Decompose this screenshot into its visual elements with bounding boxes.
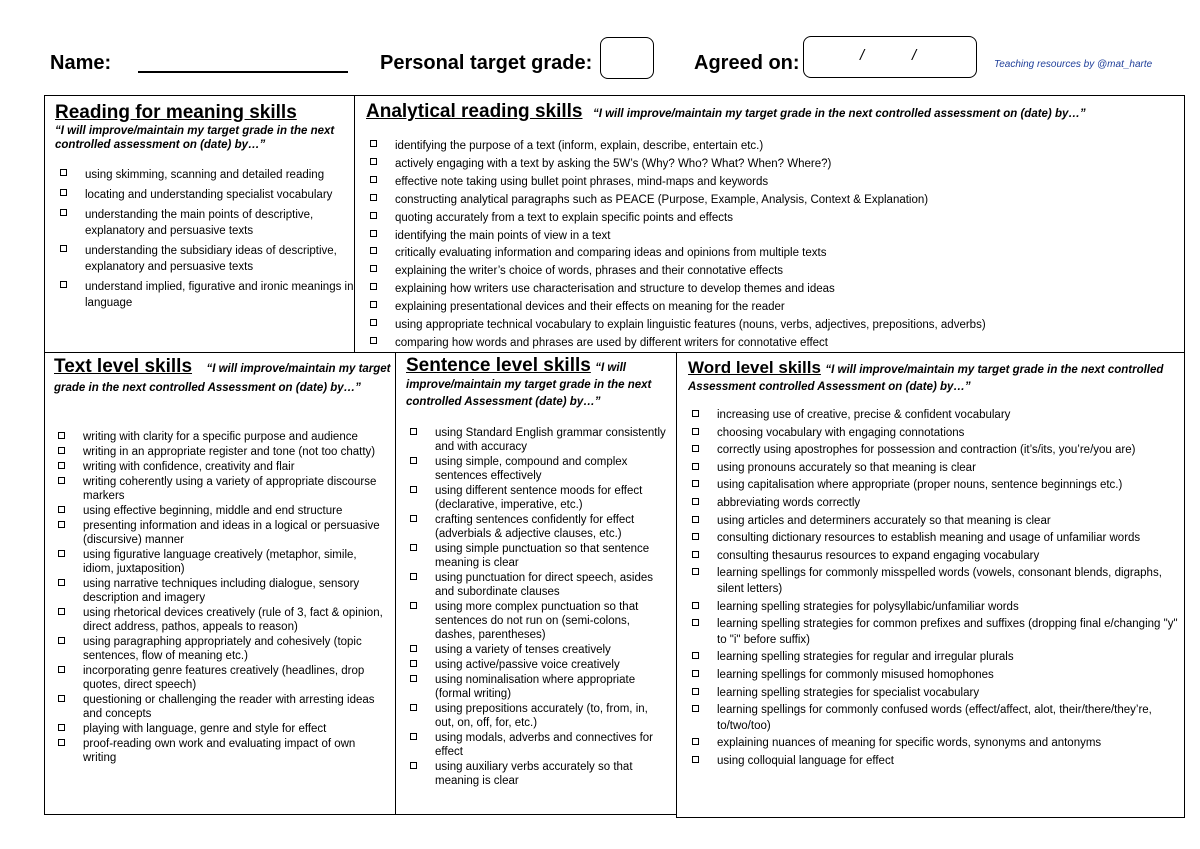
checklist-item[interactable]	[404, 702, 670, 730]
checklist-item-label: using skimming, scanning and detailed reading	[85, 169, 325, 181]
checklist-item-label: explaining nuances of meaning for specific words, synonyms and antonyms	[717, 737, 1102, 750]
checkbox-icon[interactable]	[60, 245, 67, 252]
checkbox-icon[interactable]	[58, 447, 65, 454]
checklist-item[interactable]	[404, 513, 670, 541]
name-label: Name:	[50, 52, 112, 74]
checklist-item[interactable]	[364, 245, 1179, 263]
checkbox-icon[interactable]	[370, 140, 377, 147]
checklist-item-label: learning spelling strategies for polysyllabic/unfamiliar words	[717, 600, 1019, 613]
checklist-item[interactable]	[364, 317, 1179, 335]
checklist-item[interactable]	[364, 174, 1179, 192]
checklist-item[interactable]	[404, 484, 670, 512]
checklist-item-label: using auxiliary verbs accurately so that meaning is clear	[435, 761, 633, 787]
checklist-item-label: comparing how words and phrases are used by different writers for connotative effect	[395, 336, 828, 349]
checklist-item[interactable]	[52, 430, 386, 444]
checklist-item-label: identifying the main points of view in a text	[395, 229, 611, 242]
checklist-item-label: learning spelling strategies for common prefixes and suffixes (dropping final e/changing "y" to "i" before suffix)	[717, 618, 1178, 646]
checklist-item-label: choosing vocabulary with engaging connotations	[717, 426, 965, 439]
checklist-item-label: using different sentence moods for effect (declarative, imperative, etc.)	[435, 485, 643, 511]
checklist-item[interactable]	[364, 210, 1179, 228]
checklist-item-label: actively engaging with a text by asking the 5W’s (Why? Who? What? When? Where?)	[395, 157, 832, 170]
checkbox-icon[interactable]	[692, 670, 699, 677]
checkbox-icon[interactable]	[692, 705, 699, 712]
checklist-item-label: using colloquial language for effect	[717, 754, 894, 767]
checklist-item[interactable]	[364, 156, 1179, 174]
sentence-level-list	[404, 426, 670, 789]
reading-title: Reading for meaning skills	[55, 102, 297, 123]
checkbox-icon[interactable]	[58, 695, 65, 702]
checklist-item[interactable]	[686, 703, 1179, 734]
checkbox-icon[interactable]	[370, 247, 377, 254]
checklist-item-label: correctly using apostrophes for possession and contraction (it’s/its, you’re/you are)	[717, 444, 1136, 457]
checklist-item[interactable]	[52, 548, 386, 576]
checklist-item[interactable]	[364, 263, 1179, 281]
checklist-item-label: learning spellings for commonly misused homophones	[717, 668, 994, 681]
sentence-level-panel	[395, 352, 677, 815]
checkbox-icon[interactable]	[58, 477, 65, 484]
checklist-item[interactable]	[686, 600, 1179, 616]
target-grade-label: Personal target grade:	[380, 52, 593, 74]
checklist-item[interactable]	[364, 281, 1179, 299]
checkbox-icon[interactable]	[58, 462, 65, 469]
checkbox-icon[interactable]	[58, 506, 65, 513]
checkbox-icon[interactable]	[692, 756, 699, 763]
checklist-item-label: abbreviating words correctly	[717, 496, 861, 509]
checklist-item[interactable]	[52, 722, 386, 736]
checklist-item-label: using punctuation for direct speech, asides and subordinate clauses	[435, 572, 653, 598]
checkbox-icon[interactable]	[370, 265, 377, 272]
checklist-item-label: playing with language, genre and style for effect	[83, 723, 327, 735]
checkbox-icon[interactable]	[692, 602, 699, 609]
checkbox-icon[interactable]	[692, 428, 699, 435]
checklist-item-label: learning spelling strategies for regular and irregular plurals	[717, 651, 1014, 664]
analytical-quote: “I will improve/maintain my target grade in the next controlled assessment on (date) by…”	[592, 108, 1086, 120]
checklist-item-label: using Standard English grammar consistently and with accuracy	[435, 427, 666, 453]
checklist-item-label: learning spellings for commonly confused words (effect/affect, alot, their/there/they’re, to/two/too)	[717, 704, 1152, 732]
checklist-item[interactable]	[52, 693, 386, 721]
checkbox-icon[interactable]	[410, 733, 417, 740]
text-level-list	[52, 430, 386, 766]
checklist-item-label: crafting sentences confidently for effect (adverbials & adjective clauses, etc.)	[435, 514, 635, 540]
checklist-item-label: presenting information and ideas in a logical or persuasive (discursive) manner	[83, 520, 380, 546]
checklist-item[interactable]	[686, 461, 1179, 477]
checklist-item[interactable]	[54, 187, 354, 203]
checklist-item[interactable]	[364, 335, 1179, 353]
checklist-item-label: writing with clarity for a specific purpose and audience	[83, 431, 358, 443]
checkbox-icon[interactable]	[58, 666, 65, 673]
agreed-date-box[interactable]	[803, 36, 977, 78]
checkbox-icon[interactable]	[60, 209, 67, 216]
checkbox-icon[interactable]	[692, 410, 699, 417]
checkbox-icon[interactable]	[692, 445, 699, 452]
checklist-item[interactable]	[686, 668, 1179, 684]
checklist-item-label: quoting accurately from a text to explain specific points and effects	[395, 211, 733, 224]
checklist-item[interactable]	[52, 737, 386, 765]
checklist-item-label: using figurative language creatively (metaphor, simile, idiom, juxtaposition)	[83, 549, 357, 575]
checkbox-icon[interactable]	[410, 660, 417, 667]
word-level-quote: “I will improve/maintain my target grade in the next controlled Assessment controlled Assessment on (date) by…”	[688, 364, 1164, 393]
checklist-item[interactable]	[686, 478, 1179, 494]
checklist-item[interactable]	[52, 606, 386, 634]
checklist-item[interactable]	[686, 617, 1179, 648]
checkbox-icon[interactable]	[370, 212, 377, 219]
checklist-item[interactable]	[52, 445, 386, 459]
checklist-item[interactable]	[52, 635, 386, 663]
checkbox-icon[interactable]	[692, 568, 699, 575]
checklist-item-label: effective note taking using bullet point phrases, mind-maps and keywords	[395, 175, 769, 188]
checklist-item[interactable]	[686, 549, 1179, 565]
checkbox-icon[interactable]	[58, 608, 65, 615]
checklist-item[interactable]	[54, 207, 354, 239]
checklist-item[interactable]	[404, 455, 670, 483]
checkbox-icon[interactable]	[370, 301, 377, 308]
checklist-item[interactable]	[686, 650, 1179, 666]
checklist-item-label: explaining how writers use characterisation and structure to develop themes and ideas	[395, 283, 835, 296]
checklist-item[interactable]	[686, 443, 1179, 459]
checklist-item-label: understanding the main points of descriptive, explanatory and persuasive texts	[85, 209, 314, 237]
checklist-item-label: using paragraphing appropriately and cohesively (topic sentences, flow of meaning etc.)	[83, 636, 362, 662]
checklist-item-label: using modals, adverbs and connectives for effect	[435, 732, 653, 758]
date-separator: /	[860, 47, 865, 64]
checklist-item[interactable]	[52, 519, 386, 547]
checklist-item[interactable]	[686, 754, 1179, 770]
reading-quote: “I will improve/maintain my target grade in the next controlled assessment on (date) by…”	[55, 125, 335, 151]
checkbox-icon[interactable]	[692, 652, 699, 659]
checklist-item-label: writing coherently using a variety of appropriate discourse markers	[83, 476, 377, 502]
checklist-item[interactable]	[404, 600, 670, 642]
checklist-item-label: explaining presentational devices and their effects on meaning for the reader	[395, 301, 785, 314]
checkbox-icon[interactable]	[410, 573, 417, 580]
checklist-item[interactable]	[54, 167, 354, 183]
checkbox-icon[interactable]	[370, 176, 377, 183]
checkbox-icon[interactable]	[692, 551, 699, 558]
checklist-item[interactable]	[52, 504, 386, 518]
name-field[interactable]	[138, 71, 348, 73]
checklist-item[interactable]	[404, 426, 670, 454]
checkbox-icon[interactable]	[58, 579, 65, 586]
checklist-item[interactable]	[686, 514, 1179, 530]
credit-text: Teaching resources by @mat_harte	[994, 59, 1153, 70]
checklist-item[interactable]	[404, 571, 670, 599]
checklist-item[interactable]	[404, 643, 670, 657]
analytical-title: Analytical reading skills	[366, 101, 583, 122]
checklist-item-label: using more complex punctuation so that sentences do not run on (semi-colons, dashes, parentheses)	[435, 601, 639, 641]
checklist-item-label: using active/passive voice creatively	[435, 659, 620, 671]
checklist-item-label: incorporating genre features creatively (headlines, drop quotes, direct speech)	[83, 665, 365, 691]
checkbox-icon[interactable]	[370, 230, 377, 237]
checkbox-icon[interactable]	[410, 602, 417, 609]
checklist-item[interactable]	[686, 736, 1179, 752]
checkbox-icon[interactable]	[410, 457, 417, 464]
checklist-item-label: writing with confidence, creativity and flair	[83, 461, 295, 473]
checklist-item-label: explaining the writer’s choice of words, phrases and their connotative effects	[395, 265, 784, 278]
checkbox-icon[interactable]	[692, 533, 699, 540]
checkbox-icon[interactable]	[692, 619, 699, 626]
checklist-item-label: questioning or challenging the reader with arresting ideas and concepts	[83, 694, 375, 720]
checklist-item[interactable]	[686, 496, 1179, 512]
checklist-item-label: consulting thesaurus resources to expand engaging vocabulary	[717, 549, 1040, 562]
checkbox-icon[interactable]	[692, 688, 699, 695]
checkbox-icon[interactable]	[410, 645, 417, 652]
date-separator: /	[912, 47, 917, 64]
text-level-quote: “I will improve/maintain my target grade in the next controlled Assessment on (date) by…”	[54, 363, 391, 394]
checklist-item-label: using nominalisation where appropriate (formal writing)	[435, 674, 636, 700]
checkbox-icon[interactable]	[370, 283, 377, 290]
checklist-item[interactable]	[364, 138, 1179, 156]
word-level-title: Word level skills	[688, 358, 821, 377]
checkbox-icon[interactable]	[370, 158, 377, 165]
checklist-item-label: using capitalisation where appropriate (proper nouns, sentence beginnings etc.)	[717, 479, 1123, 492]
checklist-item[interactable]	[52, 460, 386, 474]
checkbox-icon[interactable]	[410, 704, 417, 711]
checkbox-icon[interactable]	[370, 337, 377, 344]
sentence-level-title: Sentence level skills	[406, 355, 591, 376]
checklist-item-label: using prepositions accurately (to, from, in, out, on, off, for, etc.)	[435, 703, 648, 729]
checkbox-icon[interactable]	[370, 319, 377, 326]
checklist-item[interactable]	[364, 228, 1179, 246]
checklist-item[interactable]	[686, 686, 1179, 702]
checkbox-icon[interactable]	[410, 515, 417, 522]
checklist-item-label: understanding the subsidiary ideas of descriptive, explanatory and persuasive texts	[85, 245, 337, 273]
checklist-item-label: constructing analytical paragraphs such as PEACE (Purpose, Example, Analysis, Context & Explanation)	[395, 193, 929, 206]
checkbox-icon[interactable]	[58, 550, 65, 557]
checklist-item[interactable]	[404, 542, 670, 570]
checklist-item[interactable]	[52, 475, 386, 503]
checklist-item-label: using pronouns accurately so that meaning is clear	[717, 461, 976, 474]
checklist-item[interactable]	[686, 426, 1179, 442]
reading-panel	[44, 95, 355, 353]
checklist-item-label: locating and understanding specialist vocabulary	[85, 189, 333, 201]
checklist-item[interactable]	[404, 673, 670, 701]
word-level-panel	[676, 352, 1185, 818]
checklist-item-label: learning spellings for commonly misspelled words (vowels, consonant blends, digraphs, silent letters)	[717, 567, 1162, 595]
checklist-item-label: increasing use of creative, precise & confident vocabulary	[717, 409, 1011, 421]
word-level-list	[686, 408, 1179, 771]
checklist-item[interactable]	[404, 760, 670, 788]
checkbox-icon[interactable]	[58, 637, 65, 644]
checkbox-icon[interactable]	[692, 738, 699, 745]
checklist-item-label: using appropriate technical vocabulary to explain linguistic features (nouns, verbs, adjectives, prepositions, adverbs)	[395, 319, 986, 332]
text-level-panel	[44, 352, 396, 815]
analytical-list	[364, 138, 1179, 353]
checklist-item-label: using narrative techniques including dialogue, sensory description and imagery	[83, 578, 360, 604]
analytical-panel	[354, 95, 1185, 353]
checklist-item-label: using simple punctuation so that sentence meaning is clear	[435, 543, 650, 569]
checklist-item-label: using articles and determiners accurately so that meaning is clear	[717, 514, 1051, 527]
checklist-item-label: using a variety of tenses creatively	[435, 644, 611, 656]
checklist-item[interactable]	[364, 299, 1179, 317]
checklist-item-label: critically evaluating information and comparing ideas and opinions from multiple texts	[395, 247, 827, 260]
checkbox-icon[interactable]	[692, 480, 699, 487]
checklist-item[interactable]	[54, 279, 354, 311]
checklist-item[interactable]	[404, 731, 670, 759]
checklist-item-label: proof-reading own work and evaluating impact of own writing	[83, 738, 356, 764]
checklist-item-label: understand implied, figurative and ironic meanings in language	[85, 281, 354, 309]
checkbox-icon[interactable]	[58, 432, 65, 439]
checklist-item[interactable]	[404, 658, 670, 672]
checklist-item[interactable]	[54, 243, 354, 275]
checkbox-icon[interactable]	[410, 675, 417, 682]
reading-list	[54, 167, 354, 315]
checklist-item[interactable]	[364, 192, 1179, 210]
checkbox-icon[interactable]	[410, 762, 417, 769]
checkbox-icon[interactable]	[410, 428, 417, 435]
sentence-level-quote: “I will improve/maintain my target grade in the next controlled Assessment (date) by…”	[406, 362, 652, 408]
checklist-item-label: using rhetorical devices creatively (rule of 3, fact & opinion, direct address, pathos, appeals to reason)	[83, 607, 383, 633]
checklist-item-label: using effective beginning, middle and end structure	[83, 505, 343, 517]
checklist-item-label: consulting dictionary resources to establish meaning and usage of unfamiliar words	[717, 532, 1141, 545]
checkbox-icon[interactable]	[58, 521, 65, 528]
checklist-item-label: using simple, compound and complex sentences effectively	[435, 456, 628, 482]
checkbox-icon[interactable]	[370, 194, 377, 201]
checklist-item-label: writing in an appropriate register and tone (not too chatty)	[83, 446, 376, 458]
checklist-item[interactable]	[686, 566, 1179, 597]
checklist-item[interactable]	[52, 577, 386, 605]
checklist-item[interactable]	[52, 664, 386, 692]
checklist-item-label: identifying the purpose of a text (inform, explain, describe, entertain etc.)	[395, 140, 764, 152]
checkbox-icon[interactable]	[410, 544, 417, 551]
checkbox-icon[interactable]	[692, 498, 699, 505]
checkbox-icon[interactable]	[692, 463, 699, 470]
checkbox-icon[interactable]	[58, 724, 65, 731]
checkbox-icon[interactable]	[410, 486, 417, 493]
checklist-item-label: learning spelling strategies for specialist vocabulary	[717, 686, 980, 699]
checkbox-icon[interactable]	[60, 169, 67, 176]
checklist-item[interactable]	[686, 531, 1179, 547]
checkbox-icon[interactable]	[60, 281, 67, 288]
checkbox-icon[interactable]	[60, 189, 67, 196]
checkbox-icon[interactable]	[692, 516, 699, 523]
target-grade-box[interactable]	[600, 37, 654, 79]
text-level-title: Text level skills	[54, 356, 193, 377]
checklist-item[interactable]	[686, 408, 1179, 424]
checkbox-icon[interactable]	[58, 739, 65, 746]
agreed-on-label: Agreed on:	[694, 52, 800, 74]
